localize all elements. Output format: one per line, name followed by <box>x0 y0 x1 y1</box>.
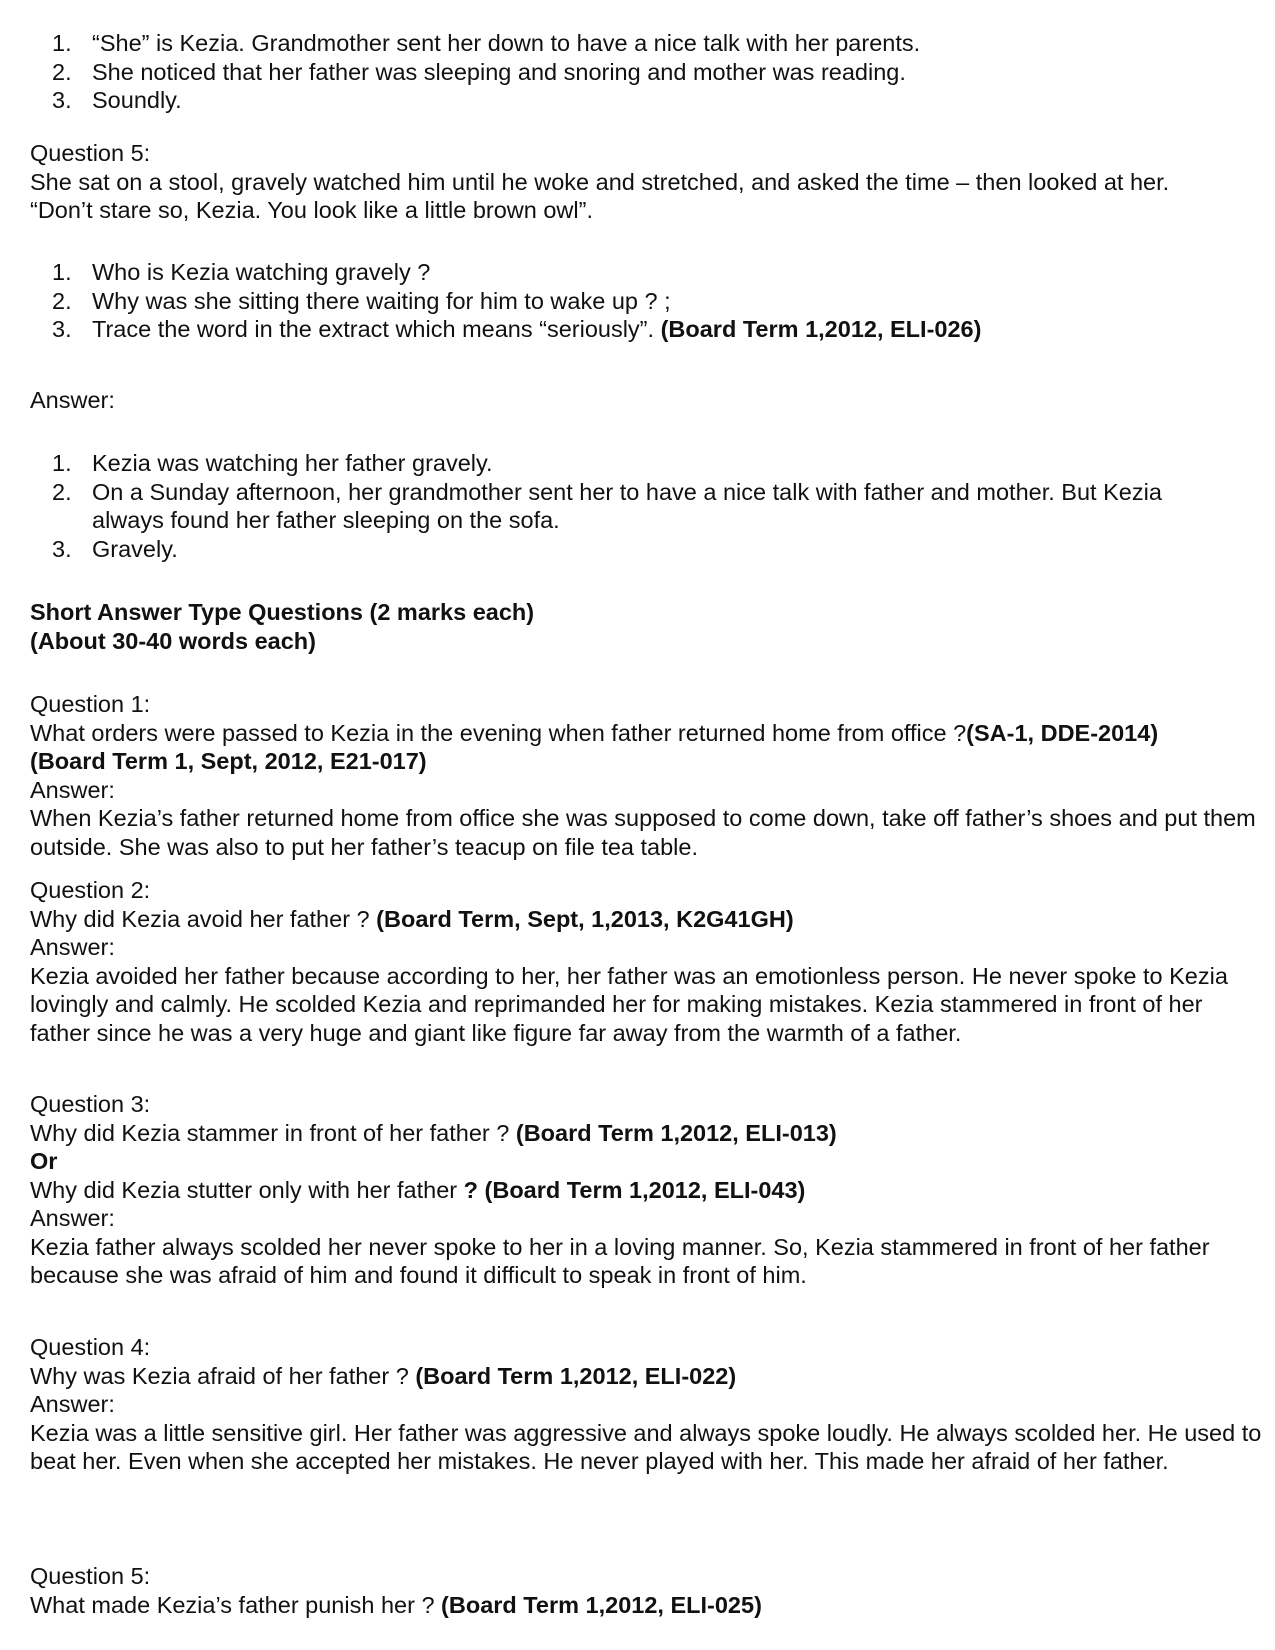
section-title: Short Answer Type Questions (2 marks each) <box>30 599 535 625</box>
answer-text: Kezia was a little sensitive girl. Her father was aggressive and always spoke loudly. He always scolded her. He used to beat her. Even when she accepted her mistakes. He never played with her. This made her afraid of her father. <box>30 1419 1262 1474</box>
extract-line: She sat on a stool, gravely watched him until he woke and stretched, and asked the time – then looked at her. <box>30 168 1170 195</box>
or-label: Or <box>30 1148 58 1174</box>
answer-text: Kezia father always scolded her never spoke to her in a loving manner. So, Kezia stammered in front of her father because she was afraid of him and found it difficult to speak in front of him. <box>30 1233 1210 1288</box>
list-item: 1. “She” is Kezia. Grandmother sent her down to have a nice talk with her parents. <box>52 30 921 56</box>
answer-label: Answer: <box>30 776 115 803</box>
answer-label: Answer: <box>30 1205 115 1231</box>
question-heading: Question 2: <box>30 877 151 903</box>
answer-label: Answer: <box>30 934 115 960</box>
list-item: 3. Trace the word in the extract which means “seriously”. (Board Term 1,2012, ELI-026) <box>52 316 982 342</box>
question-5-extract <box>30 139 1265 225</box>
board-reference: (Board Term, Sept, 1,2013, K2G41GH) <box>369 905 794 932</box>
question-text: Why was Kezia afraid of her father ? (Board Term 1,2012, ELI-022) <box>30 1362 737 1389</box>
list-item: 1. Kezia was watching her father gravely. <box>52 450 493 476</box>
question-heading: Question 3: <box>30 1091 151 1117</box>
answer-label: Answer: <box>30 387 115 413</box>
board-reference: (SA-1, DDE-2014) <box>966 719 1159 746</box>
question-heading: Question 5: <box>30 1563 151 1589</box>
answer-label: Answer: <box>30 1391 115 1417</box>
short-question-5 <box>30 1562 1265 1619</box>
board-reference: ? (Board Term 1,2012, ELI-043) <box>457 1176 806 1203</box>
question-text: Why did Kezia stammer in front of her father ? (Board Term 1,2012, ELI-013) <box>30 1119 837 1146</box>
question-heading: Question 4: <box>30 1334 151 1360</box>
question-heading: Question 5: <box>30 140 151 166</box>
list-item: 2. Why was she sitting there waiting for him to wake up ? ; <box>52 287 671 314</box>
board-reference: (Board Term 1,2012, ELI-025) <box>434 1591 762 1618</box>
extract-line: “Don’t stare so, Kezia. You look like a little brown owl”. <box>30 197 593 223</box>
short-question-2 <box>30 876 1265 1047</box>
short-question-3 <box>30 1090 1265 1290</box>
question-text: What made Kezia’s father punish her ? (Board Term 1,2012, ELI-025) <box>30 1591 762 1618</box>
list-item: 3. Gravely. <box>52 535 178 562</box>
question-text-alt: Why did Kezia stutter only with her father ? (Board Term 1,2012, ELI-043) <box>30 1176 806 1203</box>
list-item: 1. Who is Kezia watching gravely ? <box>52 259 431 285</box>
list-item: 3. Soundly. <box>52 87 182 113</box>
section-subtitle: (About 30-40 words each) <box>30 627 316 654</box>
answer-list-previous <box>0 29 1265 115</box>
question-5-answers <box>0 449 1265 563</box>
answer-text: When Kezia’s father returned home from office she was supposed to come down, take off father’s shoes and put them outside. She was also to put her father’s teacup on file tea table. <box>30 805 1256 860</box>
short-question-4 <box>30 1333 1265 1476</box>
short-question-1 <box>30 690 1265 861</box>
question-text: What orders were passed to Kezia in the evening when father returned home from office ?(SA-1, DDE-2014) <box>30 719 1159 746</box>
board-reference: (Board Term 1,2012, ELI-022) <box>408 1362 737 1389</box>
question-5-subquestions <box>0 258 1265 344</box>
section-heading <box>30 598 1265 655</box>
list-item: 2. On a Sunday afternoon, her grandmother sent her to have a nice talk with father and mother. But Kezia always found her father sleeping on the sofa. <box>52 478 1162 533</box>
question-text: Why did Kezia avoid her father ? (Board Term, Sept, 1,2013, K2G41GH) <box>30 905 794 932</box>
answer-text: Kezia avoided her father because according to her, her father was an emotionless person. He never spoke to Kezia lovingly and calmly. He scolded Kezia and reprimanded her for making mistakes. Kezia stammered in front of her father since he was a very huge and giant like figure far away from the warmth of a father. <box>30 962 1228 1046</box>
question-heading: Question 1: <box>30 691 151 717</box>
board-reference: (Board Term 1, Sept, 2012, E21-017) <box>30 748 427 774</box>
list-item: 2. She noticed that her father was sleeping and snoring and mother was reading. <box>52 58 906 85</box>
board-reference: (Board Term 1,2012, ELI-026) <box>654 316 982 342</box>
board-reference: (Board Term 1,2012, ELI-013) <box>509 1119 837 1146</box>
